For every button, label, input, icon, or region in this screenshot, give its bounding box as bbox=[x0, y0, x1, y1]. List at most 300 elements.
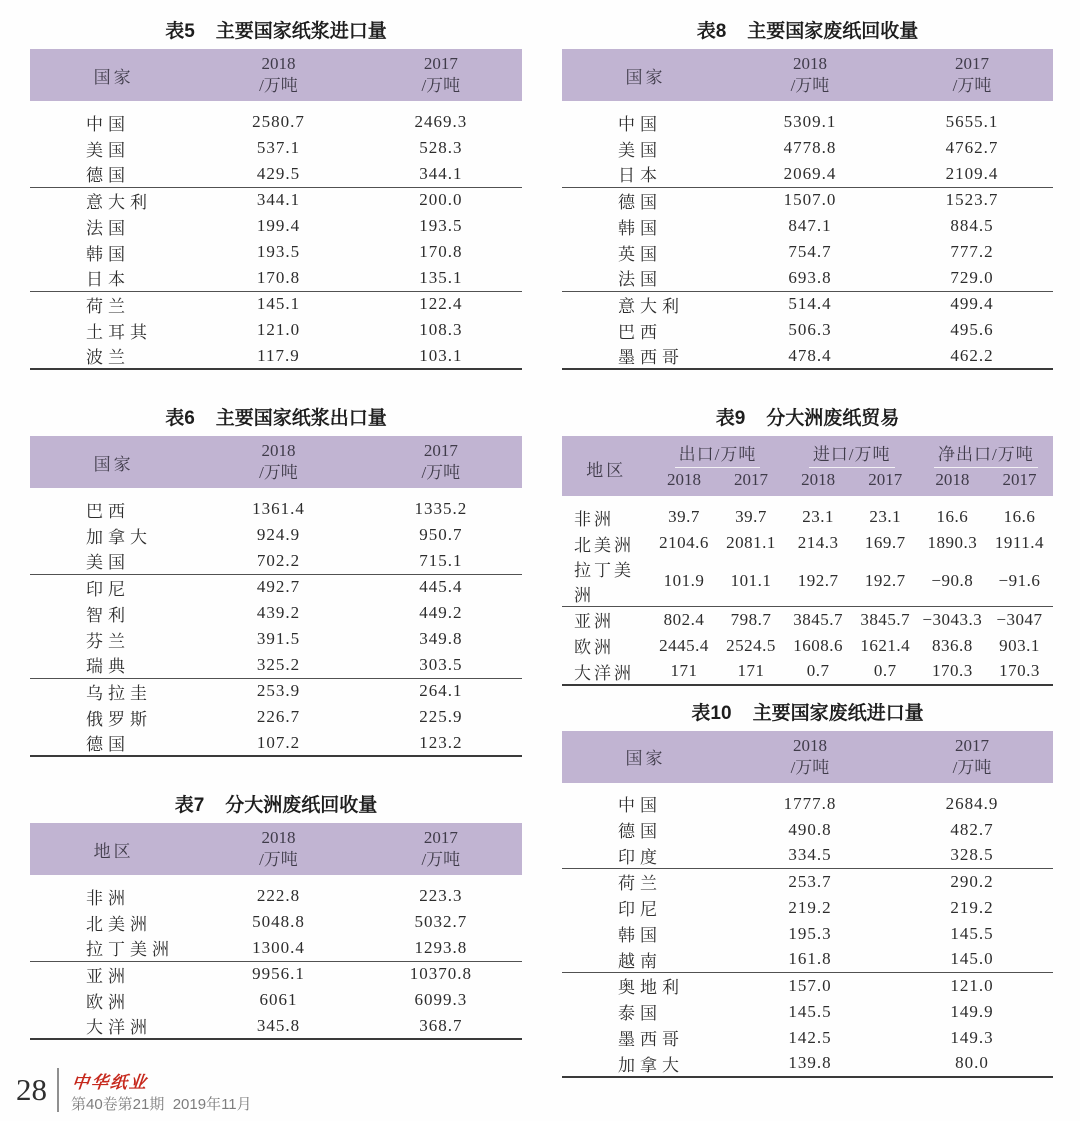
row-value: 2580.7 bbox=[252, 112, 305, 131]
row-value: 924.9 bbox=[256, 525, 301, 544]
row-value: 2081.1 bbox=[726, 533, 776, 552]
unit-label: /万吨 bbox=[259, 850, 298, 869]
unit-label: /万吨 bbox=[952, 757, 992, 777]
page-footer bbox=[16, 1066, 252, 1114]
row-label: 泰国 bbox=[618, 1004, 662, 1023]
row-value: 5032.7 bbox=[414, 912, 468, 931]
row-label: 拉丁美洲 bbox=[574, 561, 634, 605]
table-row bbox=[562, 947, 1053, 973]
row-label: 韩国 bbox=[618, 218, 662, 238]
table-header-row bbox=[30, 436, 522, 488]
row-value: 1300.4 bbox=[252, 937, 305, 957]
row-label: 法国 bbox=[618, 270, 662, 290]
row-value: 223.3 bbox=[419, 886, 463, 905]
row-value: 349.8 bbox=[419, 629, 463, 648]
left-column bbox=[30, 20, 522, 1078]
group-label: 净出口/万吨 bbox=[934, 440, 1038, 468]
table-body bbox=[562, 496, 1053, 685]
row-label: 印尼 bbox=[618, 900, 662, 919]
row-value: 199.4 bbox=[256, 216, 301, 235]
row-value: 303.5 bbox=[419, 654, 463, 674]
row-value: −3047 bbox=[986, 607, 1053, 633]
row-value: 9956.1 bbox=[197, 961, 359, 987]
table-row bbox=[30, 135, 522, 161]
row-value: 462.2 bbox=[950, 345, 994, 365]
table-row bbox=[562, 817, 1053, 843]
row-label: 韩国 bbox=[86, 244, 130, 264]
table-10-section bbox=[562, 702, 1053, 1078]
row-value: 170.3 bbox=[931, 661, 973, 680]
row-value: 214.3 bbox=[797, 533, 839, 552]
row-value: 903.1 bbox=[999, 635, 1040, 655]
col-header-2017 bbox=[360, 49, 522, 101]
row-label: 印尼 bbox=[30, 574, 197, 600]
row-value: 169.7 bbox=[864, 533, 906, 552]
row-label: 加拿大 bbox=[618, 1055, 684, 1075]
row-value: 170.3 bbox=[999, 661, 1040, 680]
year-label: 2017 bbox=[954, 735, 989, 755]
table-9 bbox=[562, 436, 1053, 686]
row-value: 5655.1 bbox=[945, 112, 999, 131]
table-row bbox=[30, 239, 522, 265]
row-value: 10370.8 bbox=[360, 961, 522, 987]
row-label: 意大利 bbox=[30, 187, 197, 213]
table-label: 表7 bbox=[174, 795, 205, 816]
row-value: 344.1 bbox=[197, 187, 359, 213]
table-row bbox=[562, 187, 1053, 213]
table-row bbox=[30, 213, 522, 239]
row-value: 192.7 bbox=[797, 571, 839, 590]
row-value: 4762.7 bbox=[945, 138, 999, 157]
col-header-2017: 2017 bbox=[718, 468, 785, 496]
row-value: 193.5 bbox=[419, 216, 463, 235]
row-value: 537.1 bbox=[256, 138, 301, 157]
unit-label: /万吨 bbox=[790, 76, 830, 95]
row-label: 亚洲 bbox=[30, 961, 197, 987]
footer-divider bbox=[57, 1068, 59, 1112]
table-5-section bbox=[30, 20, 522, 370]
right-column bbox=[562, 20, 1053, 1078]
row-value: 391.5 bbox=[256, 629, 301, 648]
row-value: 103.1 bbox=[419, 345, 463, 365]
col-header-country: 国家 bbox=[30, 436, 197, 488]
row-label: 印度 bbox=[618, 847, 662, 867]
table-row bbox=[562, 895, 1053, 921]
row-value: 171 bbox=[737, 661, 765, 680]
row-value: 836.8 bbox=[931, 635, 973, 655]
year-label: 2017 bbox=[423, 54, 458, 73]
table-row bbox=[30, 961, 522, 987]
row-value: 145.1 bbox=[197, 291, 359, 317]
table-name: 主要国家纸浆出口量 bbox=[215, 408, 387, 429]
row-value: 3845.7 bbox=[852, 607, 919, 633]
col-header-2017: 2017 bbox=[986, 468, 1053, 496]
row-value: 802.4 bbox=[650, 607, 717, 633]
unit-label: /万吨 bbox=[421, 76, 461, 95]
row-label: 荷兰 bbox=[30, 291, 197, 317]
table-row bbox=[562, 1025, 1053, 1051]
table-row bbox=[562, 791, 1053, 817]
col-group-export bbox=[650, 436, 784, 468]
table-10 bbox=[562, 731, 1053, 1078]
issue-info: 第40卷第21期 2019年11月 bbox=[71, 1096, 252, 1113]
row-value: 149.9 bbox=[950, 1001, 994, 1021]
row-value: 884.5 bbox=[950, 216, 994, 235]
row-value: 171 bbox=[670, 661, 698, 680]
row-label: 北美洲 bbox=[574, 535, 634, 555]
row-value: 225.9 bbox=[419, 707, 463, 726]
row-label: 北美洲 bbox=[86, 914, 152, 934]
year-label: 2017 bbox=[954, 54, 989, 73]
row-value: 3845.7 bbox=[785, 607, 852, 633]
table-8-section bbox=[562, 20, 1053, 370]
row-label: 墨西哥 bbox=[618, 1030, 684, 1049]
row-value: 16.6 bbox=[1003, 507, 1036, 526]
table-7-title bbox=[30, 794, 522, 818]
table-label: 表9 bbox=[715, 408, 746, 429]
row-value: 950.7 bbox=[419, 525, 463, 544]
col-header-2018: 2018 bbox=[919, 468, 986, 496]
table-name: 主要国家废纸进口量 bbox=[752, 702, 924, 724]
table-row bbox=[30, 883, 522, 909]
row-value: 4778.8 bbox=[783, 138, 837, 157]
row-label: 巴西 bbox=[86, 501, 130, 521]
row-label: 德国 bbox=[86, 166, 130, 186]
table-row bbox=[562, 921, 1053, 947]
row-value: 23.1 bbox=[869, 507, 902, 526]
table-5-title bbox=[30, 20, 522, 44]
table-row bbox=[30, 343, 522, 369]
row-value: 107.2 bbox=[256, 732, 301, 752]
col-header-2017 bbox=[360, 436, 522, 488]
table-row bbox=[30, 935, 522, 961]
row-value: 157.0 bbox=[729, 973, 891, 999]
table-row bbox=[30, 574, 522, 600]
row-value: 170.8 bbox=[419, 242, 463, 261]
table-row bbox=[562, 213, 1053, 239]
row-value: 222.8 bbox=[256, 886, 301, 905]
row-value: 23.1 bbox=[802, 507, 835, 526]
row-label: 中国 bbox=[618, 796, 662, 815]
table-9-title bbox=[562, 407, 1053, 431]
table-row bbox=[562, 291, 1053, 317]
year-label: 2018 bbox=[792, 735, 827, 755]
table-8 bbox=[562, 49, 1053, 370]
row-label: 荷兰 bbox=[562, 869, 729, 895]
row-value: 1911.4 bbox=[994, 533, 1044, 552]
table-row bbox=[30, 187, 522, 213]
row-label: 奥地利 bbox=[562, 973, 729, 999]
row-value: 495.6 bbox=[950, 320, 994, 339]
table-row bbox=[562, 607, 1053, 633]
table-row bbox=[562, 317, 1053, 343]
table-row bbox=[30, 626, 522, 652]
row-value: 219.2 bbox=[950, 897, 994, 917]
table-row bbox=[562, 633, 1053, 659]
col-header-2017 bbox=[360, 823, 522, 875]
table-7 bbox=[30, 823, 522, 1040]
row-value: 121.0 bbox=[891, 973, 1053, 999]
row-value: 798.7 bbox=[718, 607, 785, 633]
year-label: 2017 bbox=[423, 828, 458, 847]
row-label: 美国 bbox=[86, 140, 130, 160]
row-value: 439.2 bbox=[256, 603, 301, 622]
row-label: 德国 bbox=[86, 735, 130, 754]
col-group-net-export bbox=[919, 436, 1053, 468]
row-label: 亚洲 bbox=[562, 607, 650, 633]
row-value: 368.7 bbox=[419, 1015, 463, 1035]
row-label: 加拿大 bbox=[86, 527, 152, 547]
table-body bbox=[562, 101, 1053, 369]
row-value: 5048.8 bbox=[252, 912, 305, 931]
row-value: 345.8 bbox=[256, 1015, 301, 1035]
row-value: 253.7 bbox=[729, 869, 891, 895]
col-header-2018 bbox=[197, 436, 359, 488]
table-row bbox=[30, 987, 522, 1013]
table-8-title bbox=[562, 20, 1053, 44]
page-number: 28 bbox=[16, 1072, 47, 1107]
table-row bbox=[562, 973, 1053, 999]
row-value: 1293.8 bbox=[414, 937, 468, 957]
row-value: 1523.7 bbox=[891, 187, 1053, 213]
row-label: 波兰 bbox=[86, 348, 130, 367]
unit-label: /万吨 bbox=[259, 463, 298, 482]
row-value: 1361.4 bbox=[252, 499, 305, 518]
row-value: 777.2 bbox=[950, 242, 994, 261]
col-header-country: 国家 bbox=[562, 49, 729, 101]
table-6-section bbox=[30, 407, 522, 757]
row-value: 135.1 bbox=[419, 267, 463, 287]
row-label: 德国 bbox=[618, 822, 662, 841]
row-label: 欧洲 bbox=[86, 992, 130, 1012]
table-name: 分大洲废纸回收量 bbox=[225, 795, 378, 816]
row-value: 108.3 bbox=[419, 320, 463, 339]
row-value: 2684.9 bbox=[945, 793, 999, 813]
row-value: 149.3 bbox=[950, 1027, 994, 1047]
row-label: 日本 bbox=[86, 270, 130, 290]
row-value: 2104.6 bbox=[659, 533, 709, 552]
col-header-region: 地区 bbox=[30, 823, 197, 875]
year-label: 2018 bbox=[261, 54, 296, 73]
year-label: 2018 bbox=[792, 54, 827, 73]
table-row bbox=[562, 999, 1053, 1025]
table-row bbox=[30, 600, 522, 626]
table-name: 分大洲废纸贸易 bbox=[766, 408, 900, 429]
row-value: 2469.3 bbox=[414, 112, 468, 131]
table-body bbox=[562, 783, 1053, 1077]
col-header-2017: 2017 bbox=[852, 468, 919, 496]
row-label: 中国 bbox=[86, 114, 130, 134]
row-value: 1890.3 bbox=[927, 533, 978, 552]
row-value: 514.4 bbox=[729, 291, 891, 317]
row-value: 1507.0 bbox=[729, 187, 891, 213]
row-value: 39.7 bbox=[735, 507, 767, 526]
row-value: 6099.3 bbox=[414, 990, 468, 1009]
col-header-2017 bbox=[891, 731, 1053, 783]
row-label: 非洲 bbox=[86, 888, 130, 908]
row-label: 美国 bbox=[618, 140, 662, 160]
table-row bbox=[30, 652, 522, 678]
group-label: 进口/万吨 bbox=[809, 440, 895, 468]
row-value: 2109.4 bbox=[945, 163, 999, 183]
table-name: 主要国家纸浆进口量 bbox=[215, 21, 387, 42]
col-header-2018: 2018 bbox=[650, 468, 717, 496]
row-value: 1335.2 bbox=[414, 499, 468, 518]
row-value: 195.3 bbox=[788, 923, 832, 943]
col-header-2018 bbox=[729, 731, 891, 783]
row-label: 俄罗斯 bbox=[86, 709, 152, 729]
row-label: 德国 bbox=[562, 187, 729, 213]
table-9-section bbox=[562, 407, 1053, 686]
table-row bbox=[30, 678, 522, 704]
table-row bbox=[562, 265, 1053, 291]
col-group-import bbox=[785, 436, 919, 468]
row-value: 1608.6 bbox=[793, 635, 844, 655]
row-value: 499.4 bbox=[891, 291, 1053, 317]
row-label: 瑞典 bbox=[86, 657, 130, 677]
table-row bbox=[30, 496, 522, 522]
table-header-row bbox=[30, 823, 522, 875]
row-value: 142.5 bbox=[788, 1027, 832, 1047]
table-row bbox=[562, 659, 1053, 685]
row-value: 2524.5 bbox=[726, 635, 776, 655]
row-label: 越南 bbox=[618, 951, 662, 971]
table-7-section bbox=[30, 794, 522, 1040]
unit-label: /万吨 bbox=[259, 76, 298, 95]
table-row bbox=[562, 504, 1053, 530]
row-value: 101.9 bbox=[663, 571, 705, 590]
row-value: 5309.1 bbox=[783, 112, 837, 131]
row-value: 290.2 bbox=[891, 869, 1053, 895]
table-row bbox=[562, 843, 1053, 869]
row-value: −3043.3 bbox=[919, 607, 986, 633]
table-row bbox=[30, 291, 522, 317]
table-body bbox=[30, 101, 522, 369]
row-value: 344.1 bbox=[419, 163, 463, 183]
table-6-title bbox=[30, 407, 522, 431]
row-value: 506.3 bbox=[788, 320, 832, 339]
row-label: 芬兰 bbox=[86, 631, 130, 651]
table-row bbox=[30, 704, 522, 730]
row-value: 0.7 bbox=[806, 661, 830, 680]
row-label: 英国 bbox=[618, 244, 662, 264]
table-header-row bbox=[562, 731, 1053, 783]
table-row bbox=[30, 1013, 522, 1039]
year-label: 2017 bbox=[423, 441, 458, 460]
row-value: 693.8 bbox=[788, 267, 832, 287]
col-header-2018 bbox=[729, 49, 891, 101]
row-value: 2445.4 bbox=[659, 635, 709, 655]
col-header-2018: 2018 bbox=[785, 468, 852, 496]
col-header-region: 地区 bbox=[562, 436, 650, 496]
table-row bbox=[30, 909, 522, 935]
row-label: 大洋洲 bbox=[574, 663, 634, 683]
table-10-title bbox=[562, 702, 1053, 726]
row-label: 墨西哥 bbox=[618, 348, 684, 367]
table-label: 表10 bbox=[691, 702, 732, 724]
row-value: 39.7 bbox=[668, 507, 700, 526]
table-row bbox=[562, 161, 1053, 187]
row-value: 445.4 bbox=[360, 574, 522, 600]
journal-logo: 中华纸业 bbox=[71, 1073, 150, 1092]
table-6 bbox=[30, 436, 522, 757]
row-value: 264.1 bbox=[360, 678, 522, 704]
row-value: 847.1 bbox=[788, 216, 832, 235]
row-value: 478.4 bbox=[788, 345, 832, 365]
table-row bbox=[30, 548, 522, 574]
row-value: −91.6 bbox=[998, 571, 1041, 590]
col-header-2018 bbox=[197, 49, 359, 101]
row-label: 非洲 bbox=[574, 509, 614, 529]
table-header-group-row bbox=[562, 436, 1053, 468]
row-value: 193.5 bbox=[256, 242, 301, 261]
row-value: 328.5 bbox=[950, 845, 994, 865]
row-value: 754.7 bbox=[788, 242, 832, 261]
row-value: −90.8 bbox=[931, 571, 974, 590]
row-value: 161.8 bbox=[788, 949, 832, 969]
row-value: 139.8 bbox=[788, 1053, 832, 1072]
table-row bbox=[562, 109, 1053, 135]
table-row bbox=[562, 530, 1053, 556]
row-value: 2069.4 bbox=[783, 163, 837, 183]
row-value: 80.0 bbox=[955, 1053, 989, 1072]
row-label: 意大利 bbox=[562, 291, 729, 317]
row-value: 121.0 bbox=[256, 320, 301, 339]
table-header-row bbox=[30, 49, 522, 101]
table-name: 主要国家废纸回收量 bbox=[747, 21, 919, 42]
row-label: 中国 bbox=[618, 114, 662, 134]
col-header-2017 bbox=[891, 49, 1053, 101]
row-value: 145.5 bbox=[788, 1001, 832, 1021]
table-row bbox=[562, 556, 1053, 607]
row-value: 145.0 bbox=[950, 949, 994, 969]
table-label: 表6 bbox=[165, 408, 195, 429]
row-value: 429.5 bbox=[256, 163, 301, 183]
row-value: 492.7 bbox=[197, 574, 359, 600]
col-header-country: 国家 bbox=[562, 731, 729, 783]
row-value: 101.1 bbox=[730, 571, 772, 590]
row-value: 490.8 bbox=[788, 819, 832, 839]
row-label: 韩国 bbox=[618, 926, 662, 945]
row-label: 智利 bbox=[86, 605, 130, 625]
row-value: 226.7 bbox=[256, 707, 301, 726]
row-label: 欧洲 bbox=[574, 638, 614, 657]
row-value: 729.0 bbox=[950, 267, 994, 287]
row-value: 1777.8 bbox=[783, 793, 837, 813]
table-row bbox=[30, 109, 522, 135]
row-value: 715.1 bbox=[419, 550, 463, 570]
row-value: 253.9 bbox=[197, 678, 359, 704]
row-label: 法国 bbox=[86, 218, 130, 238]
table-body bbox=[30, 488, 522, 756]
row-label: 乌拉圭 bbox=[30, 678, 197, 704]
table-row bbox=[30, 522, 522, 548]
row-value: 170.8 bbox=[256, 267, 301, 287]
table-row bbox=[562, 343, 1053, 369]
table-label: 表5 bbox=[165, 21, 195, 42]
table-label: 表8 bbox=[696, 21, 727, 42]
table-row bbox=[562, 135, 1053, 161]
row-value: 0.7 bbox=[873, 661, 897, 680]
row-value: 122.4 bbox=[360, 291, 522, 317]
table-row bbox=[30, 730, 522, 756]
table-5 bbox=[30, 49, 522, 370]
row-value: 123.2 bbox=[419, 732, 463, 752]
table-row bbox=[30, 265, 522, 291]
table-row bbox=[562, 239, 1053, 265]
unit-label: /万吨 bbox=[952, 76, 992, 95]
row-label: 美国 bbox=[86, 553, 130, 573]
